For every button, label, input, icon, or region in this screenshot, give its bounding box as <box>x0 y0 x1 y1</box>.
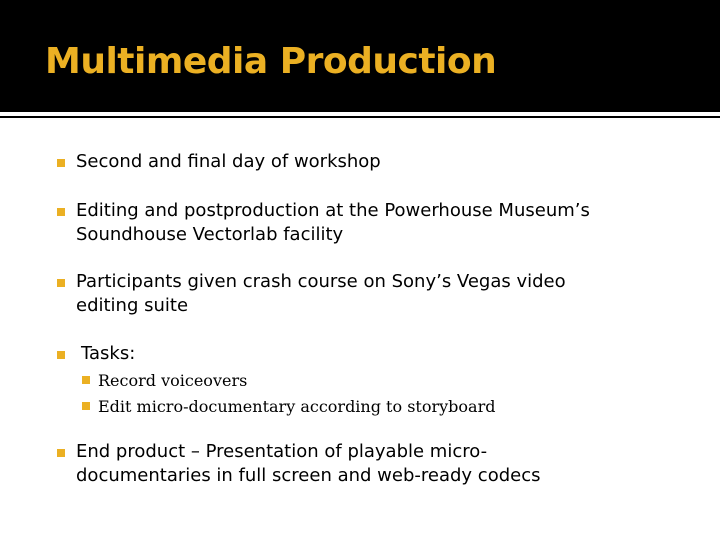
square-bullet-icon <box>57 351 65 359</box>
bullet-line: Second and final day of workshop <box>76 151 381 172</box>
bullet-text <box>76 270 676 318</box>
bullet-line: documentaries in full screen and web-ready codecs <box>76 465 541 486</box>
bullet-line: End product – Presentation of playable micro- <box>76 441 488 462</box>
bullet-text <box>76 440 676 488</box>
tasks-sublist <box>82 370 495 422</box>
sub-bullet-item <box>82 370 495 396</box>
bullet-line: Tasks: <box>81 343 136 364</box>
title-divider <box>0 116 720 118</box>
sub-bullet-text: Record voiceovers <box>98 371 248 390</box>
bullet-line: Editing and postproduction at the Powerhouse Museum’s <box>76 200 590 221</box>
bullet-item <box>57 270 676 318</box>
bullet-item <box>57 150 676 174</box>
title-bar <box>0 0 720 112</box>
bullet-item <box>57 199 676 247</box>
square-bullet-icon <box>57 449 65 457</box>
square-bullet-icon <box>82 376 90 384</box>
bullet-text <box>81 342 681 366</box>
bullet-item <box>57 342 681 366</box>
bullet-line: editing suite <box>76 295 189 316</box>
bullet-text <box>76 150 676 174</box>
square-bullet-icon <box>57 208 65 216</box>
sub-bullet-item <box>82 396 495 422</box>
bullet-line: Participants given crash course on Sony’s Vegas video <box>76 271 566 292</box>
sub-bullet-text: Edit micro-documentary according to storyboard <box>98 397 496 416</box>
bullet-text <box>76 199 676 247</box>
bullet-item <box>57 440 676 488</box>
slide-title: Multimedia Production <box>45 41 497 82</box>
square-bullet-icon <box>57 279 65 287</box>
square-bullet-icon <box>57 159 65 167</box>
square-bullet-icon <box>82 402 90 410</box>
bullet-line: Soundhouse Vectorlab facility <box>76 224 344 245</box>
